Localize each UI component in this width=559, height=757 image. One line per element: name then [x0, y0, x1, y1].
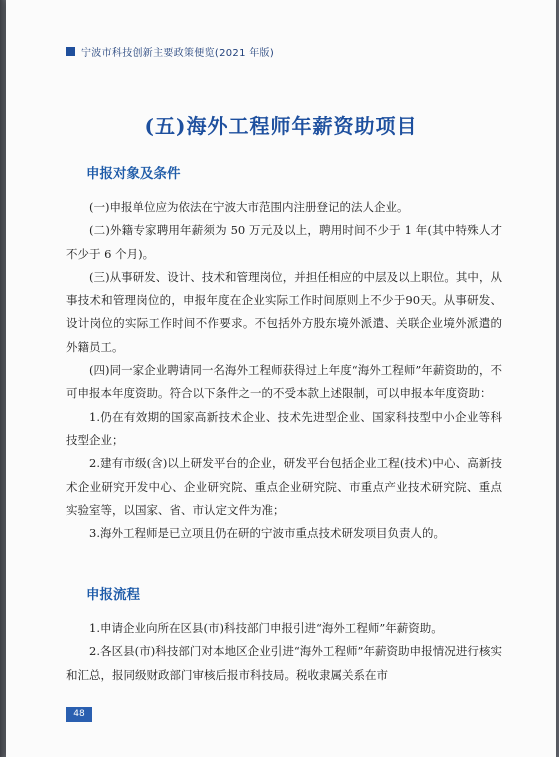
document-page: [6, 0, 556, 757]
page-title: (五)海外工程师年薪资助项目: [144, 114, 418, 138]
paragraph: (四)同一家企业聘请同一名海外工程师获得过上年度“海外工程师”年薪资助的，不可申报本年度资助。符合以下条件之一的不受本款上述限制，可以申报本年度资助：: [66, 363, 502, 401]
section-heading-process: 申报流程: [86, 587, 140, 603]
paragraph: 2.各区县(市)科技部门对本地区企业引进“海外工程师”年薪资助申报情况进行核实和汇总，报同级财政部门审核后报市科技局。税收隶属关系在市: [66, 644, 502, 682]
page-number-badge: 48: [66, 707, 92, 722]
paragraph: 1.申请企业向所在区县(市)科技部门申报引进“海外工程师”年薪资助。: [89, 621, 443, 635]
paragraph: (三)从事研发、设计、技术和管理岗位，并担任相应的中层及以上职位。其中，从事技术和管理岗位的，申报年度在企业实际工作时间原则上不少于90天。从事研发、设计岗位的实际工作时间不作要求。不包括外方股东境外派遣、关联企业境外派遣的外籍员工。: [66, 269, 502, 354]
paragraph: 1.仍在有效期的国家高新技术企业、技术先进型企业、国家科技型中小企业等科技型企业；: [66, 409, 502, 447]
section-heading-eligibility: 申报对象及条件: [86, 166, 181, 182]
section-body-eligibility: [66, 196, 502, 545]
paragraph: 2.建有市级(含)以上研发平台的企业，研发平台包括企业工程(技术)中心、高新技术企业研究开发中心、企业研究院、重点企业研究院、市重点产业技术研究院、重点实验室等，以国家、省、市认定文件为准；: [66, 456, 502, 517]
header-text: 宁波市科技创新主要政策便览(2021 年版): [81, 48, 275, 59]
header-square-icon: [66, 47, 75, 56]
paragraph: 3.海外工程师是已立项且仍在研的宁波市重点技术研发项目负责人的。: [89, 526, 445, 541]
section-body-process: [66, 617, 502, 687]
paragraph: (二)外籍专家聘用年薪须为 50 万元及以上，聘用时间不少于 1 年(其中特殊人才不少于 6 个月)。: [66, 223, 502, 261]
paragraph: (一)申报单位应为依法在宁波大市范围内注册登记的法人企业。: [89, 200, 409, 214]
running-header: [66, 44, 274, 59]
